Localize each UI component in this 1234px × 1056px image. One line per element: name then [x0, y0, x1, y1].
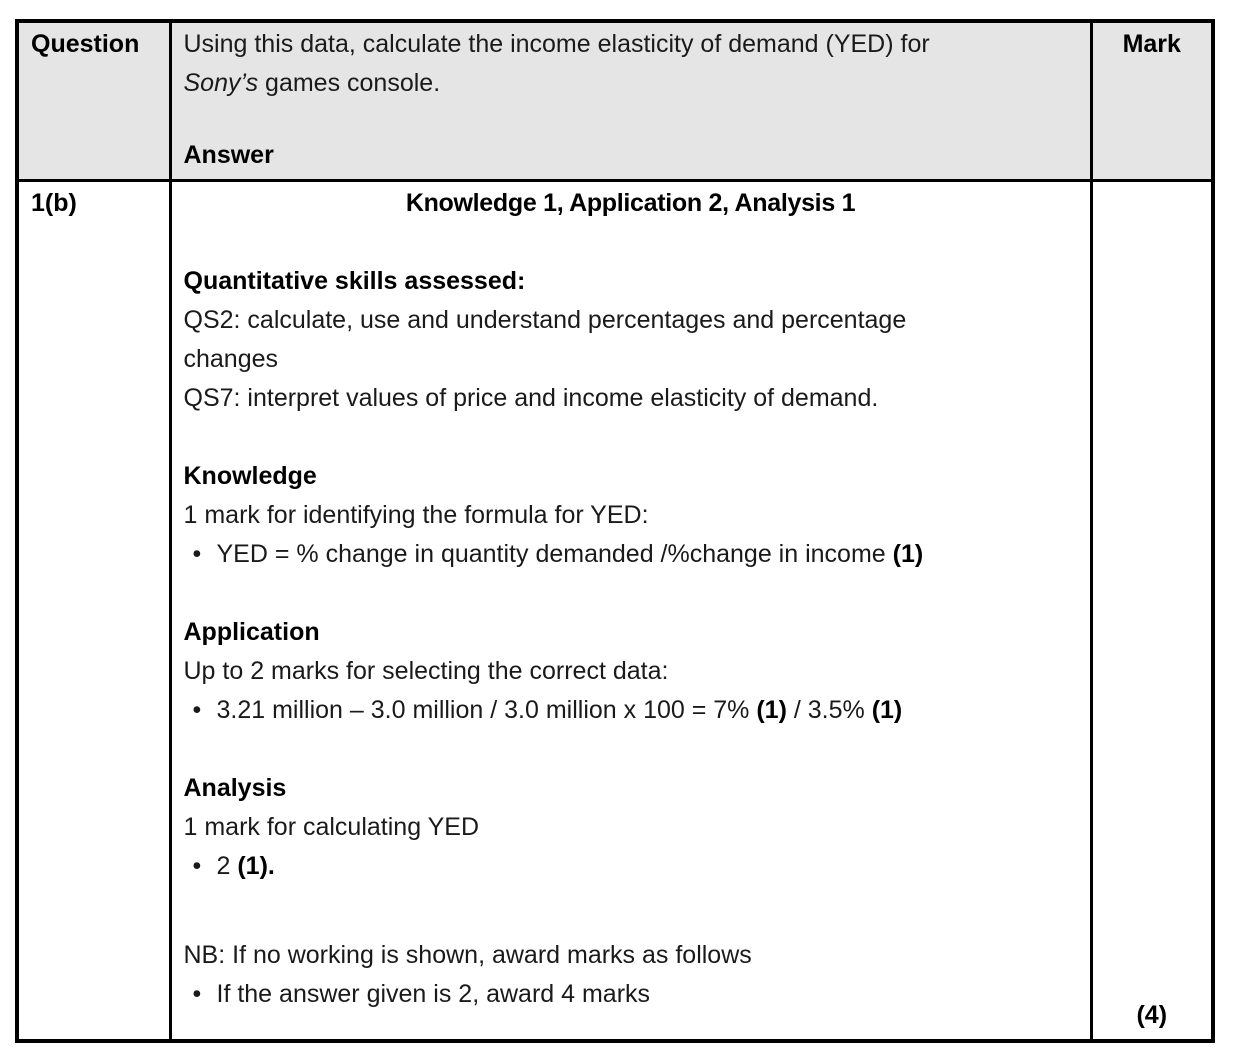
knowledge-bullet-mark: (1) — [892, 540, 924, 568]
spacer — [184, 223, 1078, 262]
question-header-cell — [17, 21, 170, 181]
analysis-bullet-text — [217, 847, 1078, 886]
application-bullet-text — [217, 691, 1078, 730]
analysis-title: Analysis — [183, 774, 287, 802]
question-text-italic: Sony’s — [183, 69, 259, 97]
answer-content-cell — [170, 181, 1091, 1041]
mark-scheme-table — [15, 19, 1215, 1043]
nb-bullet — [184, 975, 1078, 1014]
mark-header-label: Mark — [1122, 30, 1181, 58]
nb-bullet-text: If the answer given is 2, award 4 marks — [216, 980, 651, 1008]
question-text-line1: Using this data, calculate the income elasticity of demand (YED) for — [183, 30, 930, 58]
analysis-desc: 1 mark for calculating YED — [183, 813, 479, 841]
bullet-icon: • — [192, 696, 202, 724]
spacer — [184, 730, 1078, 769]
knowledge-desc: 1 mark for identifying the formula for YED: — [183, 501, 649, 529]
bullet-icon: • — [192, 980, 202, 1008]
application-desc: Up to 2 marks for selecting the correct data: — [183, 657, 669, 685]
bullet-icon: • — [192, 852, 202, 880]
header-row — [17, 21, 1213, 181]
marks-breakdown-heading: Knowledge 1, Application 2, Analysis 1 — [405, 189, 856, 217]
analysis-bullet — [184, 847, 1078, 886]
qs2-line1: QS2: calculate, use and understand percentages and percentage — [183, 306, 907, 334]
knowledge-bullet — [184, 535, 1078, 574]
analysis-bullet-mark: (1). — [237, 852, 275, 880]
application-title: Application — [183, 618, 320, 646]
spacer — [184, 886, 1078, 936]
question-text-cell — [170, 21, 1091, 181]
mark-header-cell — [1091, 21, 1213, 181]
spacer — [184, 418, 1078, 457]
question-header-label: Question — [31, 30, 140, 58]
application-bullet-mid: / 3.5% — [786, 696, 872, 724]
knowledge-bullet-pre: YED = % change in quantity demanded /%change in income — [216, 540, 893, 568]
nb-line: NB: If no working is shown, award marks as follows — [183, 941, 752, 969]
question-number-cell — [17, 181, 170, 1041]
question-number: 1(b) — [31, 189, 77, 217]
answer-row — [17, 181, 1213, 1041]
answer-label: Answer — [183, 141, 274, 169]
question-text-line2 — [184, 64, 1078, 103]
knowledge-title: Knowledge — [183, 462, 317, 490]
analysis-bullet-pre: 2 — [216, 852, 238, 880]
question-text-line2-rest: games console. — [258, 69, 441, 97]
application-bullet-mark2: (1) — [871, 696, 903, 724]
knowledge-bullet-text — [217, 535, 1078, 574]
qs7-line: QS7: interpret values of price and income elasticity of demand. — [183, 384, 879, 412]
application-bullet-mark1: (1) — [756, 696, 787, 724]
spacer — [184, 574, 1078, 613]
mark-value-cell — [1091, 181, 1213, 1041]
qs2-line2: changes — [183, 345, 279, 373]
quant-skills-title: Quantitative skills assessed: — [183, 267, 526, 295]
application-bullet — [184, 691, 1078, 730]
bullet-icon: • — [192, 540, 202, 568]
mark-value: (4) — [1136, 1000, 1168, 1029]
application-bullet-pre: 3.21 million – 3.0 million / 3.0 million x 100 = 7% — [216, 696, 757, 724]
